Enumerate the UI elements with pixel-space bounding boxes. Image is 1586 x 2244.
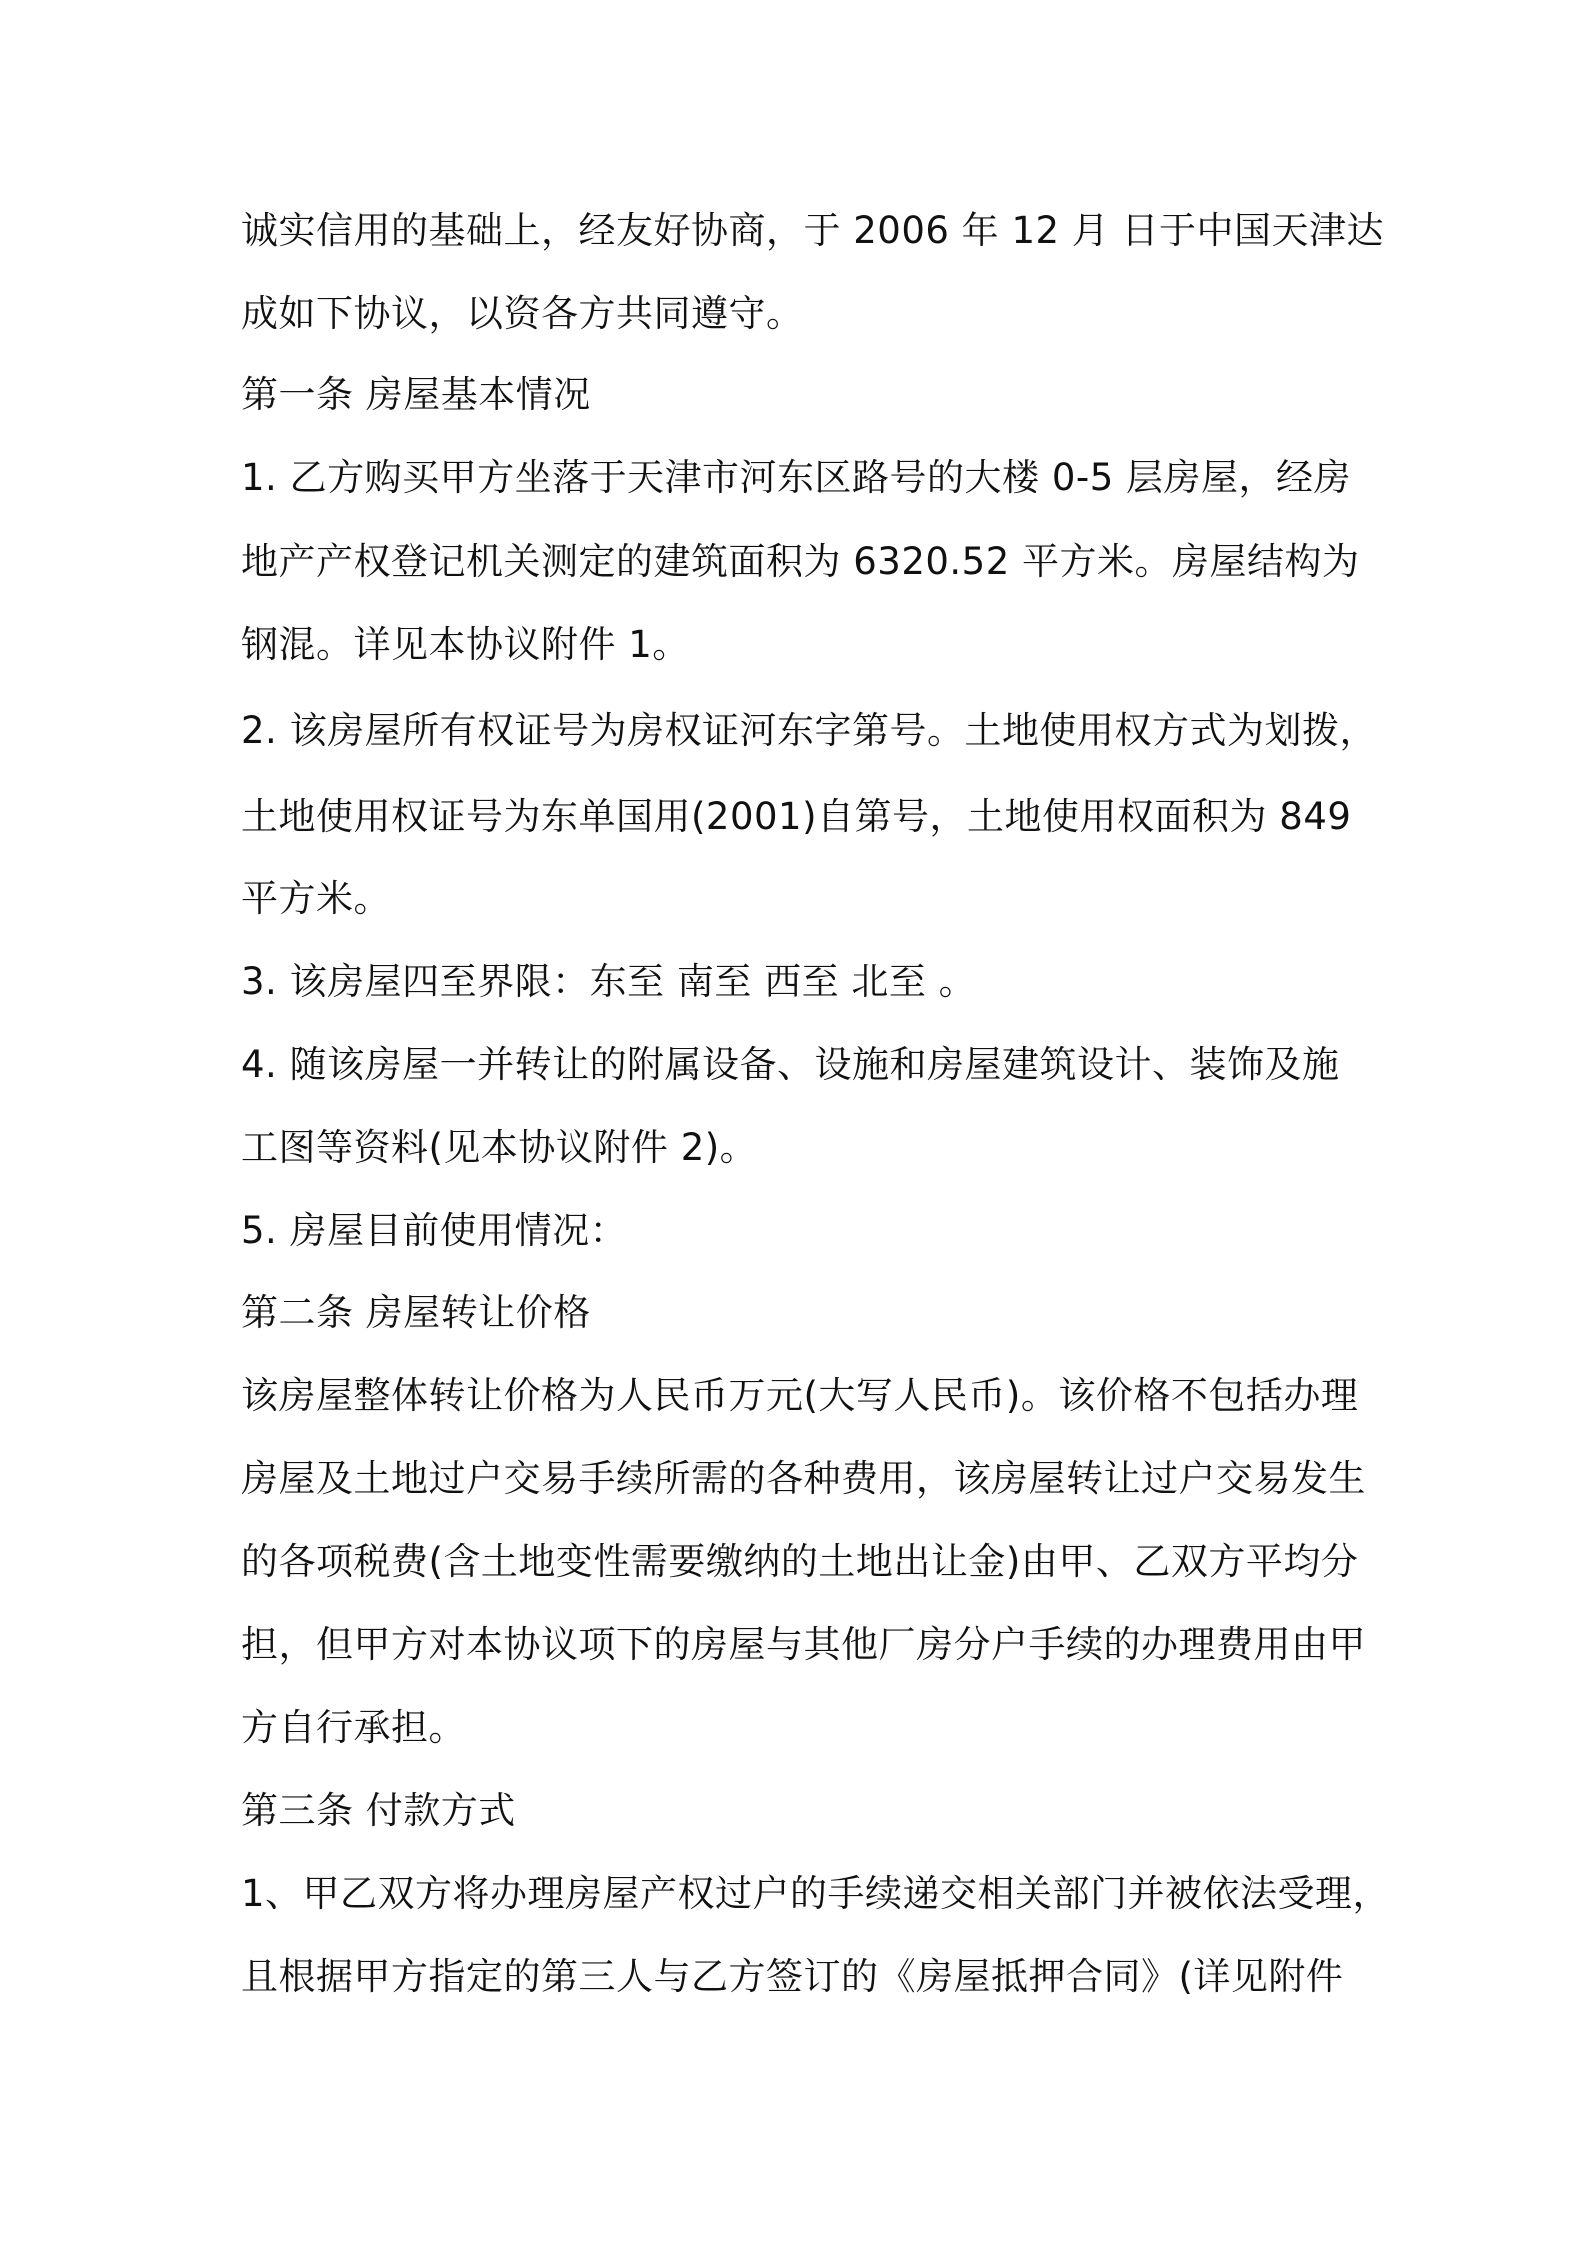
text-line: 1、甲乙双方将办理房屋产权过户的手续递交相关部门并被依法受理， bbox=[241, 1872, 1391, 1915]
text-line: 担，但甲方对本协议项下的房屋与其他厂房分户手续的办理费用由甲 bbox=[241, 1623, 1366, 1666]
section-heading: 第一条 房屋基本情况 bbox=[241, 373, 591, 416]
text-line: 该房屋整体转让价格为人民币万元(大写人民币)。该价格不包括办理 bbox=[241, 1374, 1359, 1417]
text-line: 1. 乙方购买甲方坐落于天津市河东区路号的大楼 0-5 层房屋，经房 bbox=[241, 456, 1352, 499]
text-line: 4. 随该房屋一并转让的附属设备、设施和房屋建筑设计、装饰及施 bbox=[241, 1043, 1340, 1086]
text-line: 且根据甲方指定的第三人与乙方签订的《房屋抵押合同》(详见附件 bbox=[241, 1955, 1344, 1998]
text-line: 5. 房屋目前使用情况： bbox=[241, 1209, 628, 1252]
text-line: 2. 该房屋所有权证号为房权证河东字第号。土地使用权方式为划拨， bbox=[241, 709, 1378, 752]
text-line: 土地使用权证号为东单国用(2001)自第号，土地使用权面积为 849 bbox=[241, 795, 1352, 838]
text-line: 平方米。 bbox=[241, 877, 391, 920]
section-heading: 第二条 房屋转让价格 bbox=[241, 1291, 591, 1334]
text-line: 成如下协议，以资各方共同遵守。 bbox=[241, 292, 804, 335]
text-line: 诚实信用的基础上，经友好协商，于 2006 年 12 月 日于中国天津达 bbox=[241, 209, 1385, 252]
text-line: 的各项税费(含土地变性需要缴纳的土地出让金)由甲、乙双方平均分 bbox=[241, 1540, 1359, 1583]
text-line: 钢混。详见本协议附件 1。 bbox=[241, 623, 690, 666]
text-line: 工图等资料(见本协议附件 2)。 bbox=[241, 1126, 758, 1169]
section-heading: 第三条 付款方式 bbox=[241, 1789, 516, 1832]
text-line: 方自行承担。 bbox=[241, 1706, 466, 1749]
text-line: 3. 该房屋四至界限：东至 南至 西至 北至 。 bbox=[241, 960, 977, 1003]
text-line: 房屋及土地过户交易手续所需的各种费用，该房屋转让过户交易发生 bbox=[241, 1457, 1366, 1500]
text-line: 地产产权登记机关测定的建筑面积为 6320.52 平方米。房屋结构为 bbox=[241, 540, 1360, 583]
